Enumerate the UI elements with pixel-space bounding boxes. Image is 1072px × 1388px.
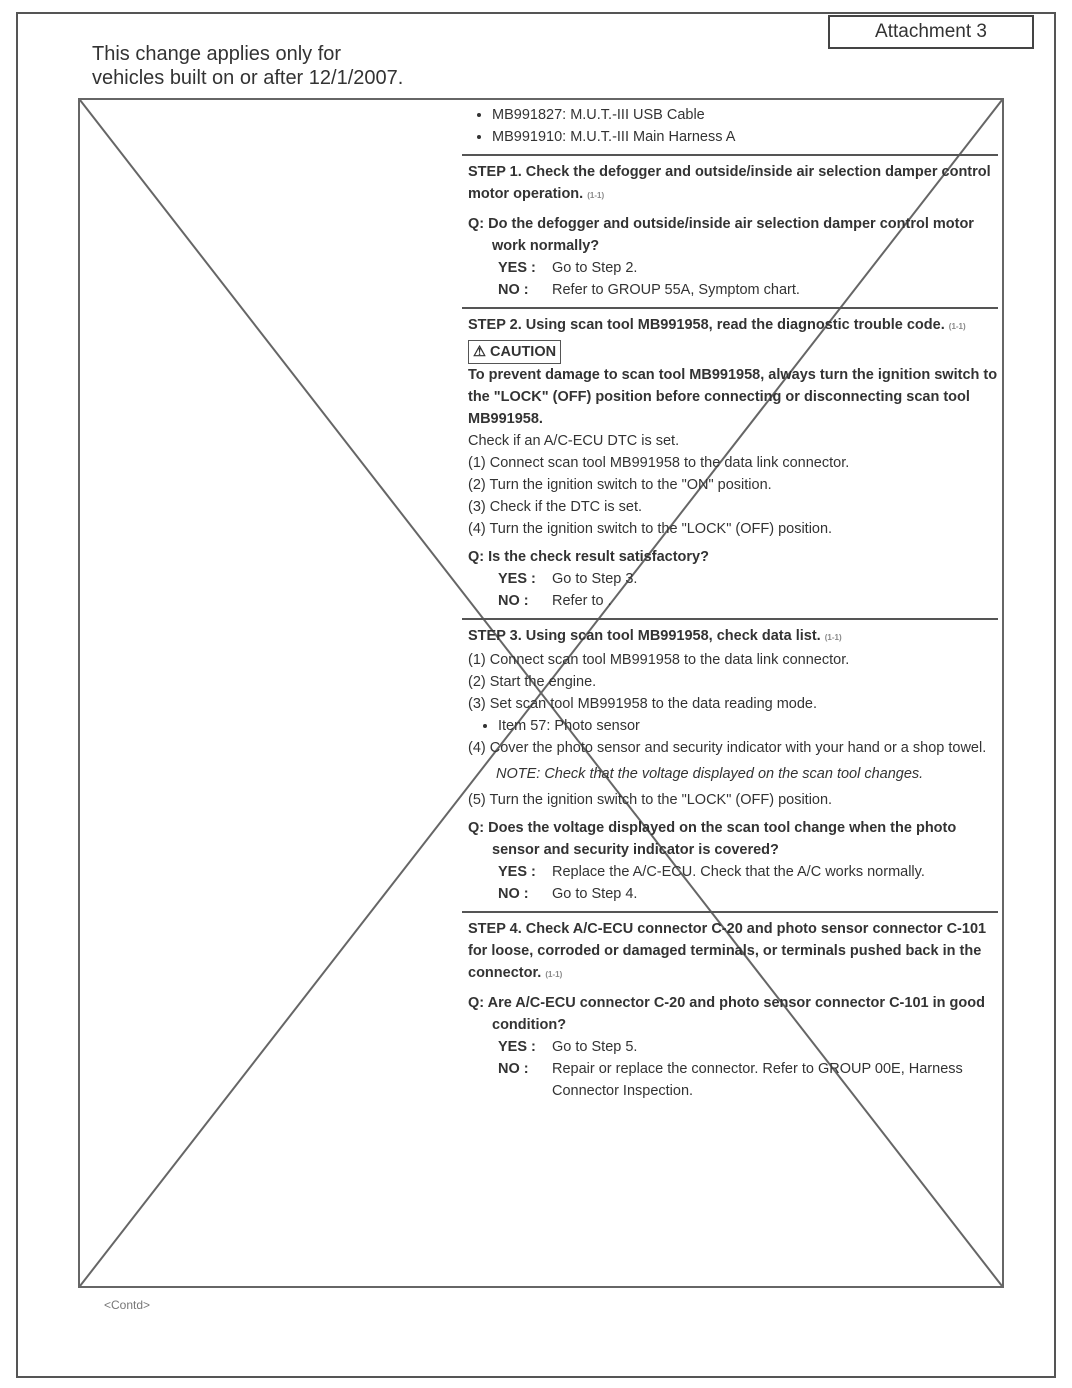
attachment-label: Attachment 3 (828, 15, 1034, 49)
step-3-yes-text: Replace the A/C-ECU. Check that the A/C works normally. (552, 864, 925, 880)
step-2-intro: Check if an A/C-ECU DTC is set. (468, 433, 680, 449)
tool-list (462, 104, 998, 148)
change-notice (92, 42, 403, 90)
no-label: NO : (498, 1061, 529, 1077)
step-3 (462, 618, 998, 905)
step-1-question: Q: Do the defogger and outside/inside air selection damper control motor work normally? (468, 216, 974, 254)
yes-label: YES : (498, 864, 536, 880)
tool-item-1: • MB991827: M.U.T.-III USB Cable (492, 104, 998, 126)
step-4-no-text: Repair or replace the connector. Refer to GROUP 00E, Harness Connector Inspection. (552, 1061, 963, 1099)
step-3-substep-5: (5) Turn the ignition switch to the "LOCK" (OFF) position. (468, 792, 833, 808)
tool-item-2: • MB991910: M.U.T.-III Main Harness A (492, 126, 998, 148)
step-4-yes-text: Go to Step 5. (552, 1039, 638, 1055)
step-2-yes-text: Go to Step 3. (552, 571, 638, 587)
step-2-substep-4: (4) Turn the ignition switch to the "LOCK" (OFF) position. (468, 521, 833, 537)
step-4 (462, 911, 998, 1102)
step-3-note: NOTE: Check that the voltage displayed on the scan tool changes. (496, 766, 924, 782)
step-3-substep-2: (2) Start the engine. (468, 674, 597, 690)
yes-label: YES : (498, 260, 536, 276)
yes-label: YES : (498, 1039, 536, 1055)
caution-label: ⚠ CAUTION (468, 340, 561, 364)
step-1-title: STEP 1. Check the defogger and outside/inside air selection damper control motor operation. (1-1) (468, 164, 991, 202)
step-3-answers (468, 861, 998, 905)
data-list-items (468, 715, 998, 737)
step-4-question: Q: Are A/C-ECU connector C-20 and photo sensor connector C-101 in good condition? (468, 995, 985, 1033)
step-3-question: Q: Does the voltage displayed on the scan tool change when the photo sensor and security indicator is covered? (468, 820, 957, 858)
step-4-title: STEP 4. Check A/C-ECU connector C-20 and photo sensor connector C-101 for loose, corroded or damaged terminals, or terminals pushed back in the connector. (1-1) (468, 921, 987, 981)
step-2-answers (468, 568, 998, 612)
step-1-no-text: Refer to GROUP 55A, Symptom chart. (552, 282, 800, 298)
yes-label: YES : (498, 571, 536, 587)
step-2-question: Q: Is the check result satisfactory? (468, 549, 709, 565)
step-3-substep-1: (1) Connect scan tool MB991958 to the data link connector. (468, 652, 850, 668)
step-2-substep-2: (2) Turn the ignition switch to the "ON" position. (468, 477, 772, 493)
data-list-item: • Item 57: Photo sensor (498, 715, 998, 737)
caution-text: To prevent damage to scan tool MB991958, always turn the ignition switch to the "LOCK" (OFF) position before connecting or disconnecting scan tool MB991958. (468, 367, 998, 427)
continued-label: <Contd> (104, 1298, 151, 1312)
no-label: NO : (498, 593, 529, 609)
step-1 (462, 154, 998, 301)
notice-line-2: vehicles built on or after 12/1/2007. (92, 67, 404, 89)
step-3-title: STEP 3. Using scan tool MB991958, check data list. (1-1) (468, 628, 842, 644)
step-2 (462, 307, 998, 612)
step-2-substep-3: (3) Check if the DTC is set. (468, 499, 643, 515)
procedure-content (462, 104, 998, 1102)
step-3-substep-3: (3) Set scan tool MB991958 to the data reading mode. (468, 696, 818, 712)
step-4-answers (468, 1036, 998, 1102)
step-2-substep-1: (1) Connect scan tool MB991958 to the data link connector. (468, 455, 850, 471)
notice-line-1: This change applies only for (92, 43, 342, 65)
step-1-yes-text: Go to Step 2. (552, 260, 638, 276)
step-2-no-text: Refer to . (552, 593, 612, 609)
step-2-title: STEP 2. Using scan tool MB991958, read the diagnostic trouble code. (1-1) (468, 317, 966, 333)
no-label: NO : (498, 282, 529, 298)
step-3-substep-4: (4) Cover the photo sensor and security indicator with your hand or a shop towel. (468, 740, 987, 756)
no-label: NO : (498, 886, 529, 902)
step-3-no-text: Go to Step 4. (552, 886, 638, 902)
step-1-answers (468, 257, 998, 301)
